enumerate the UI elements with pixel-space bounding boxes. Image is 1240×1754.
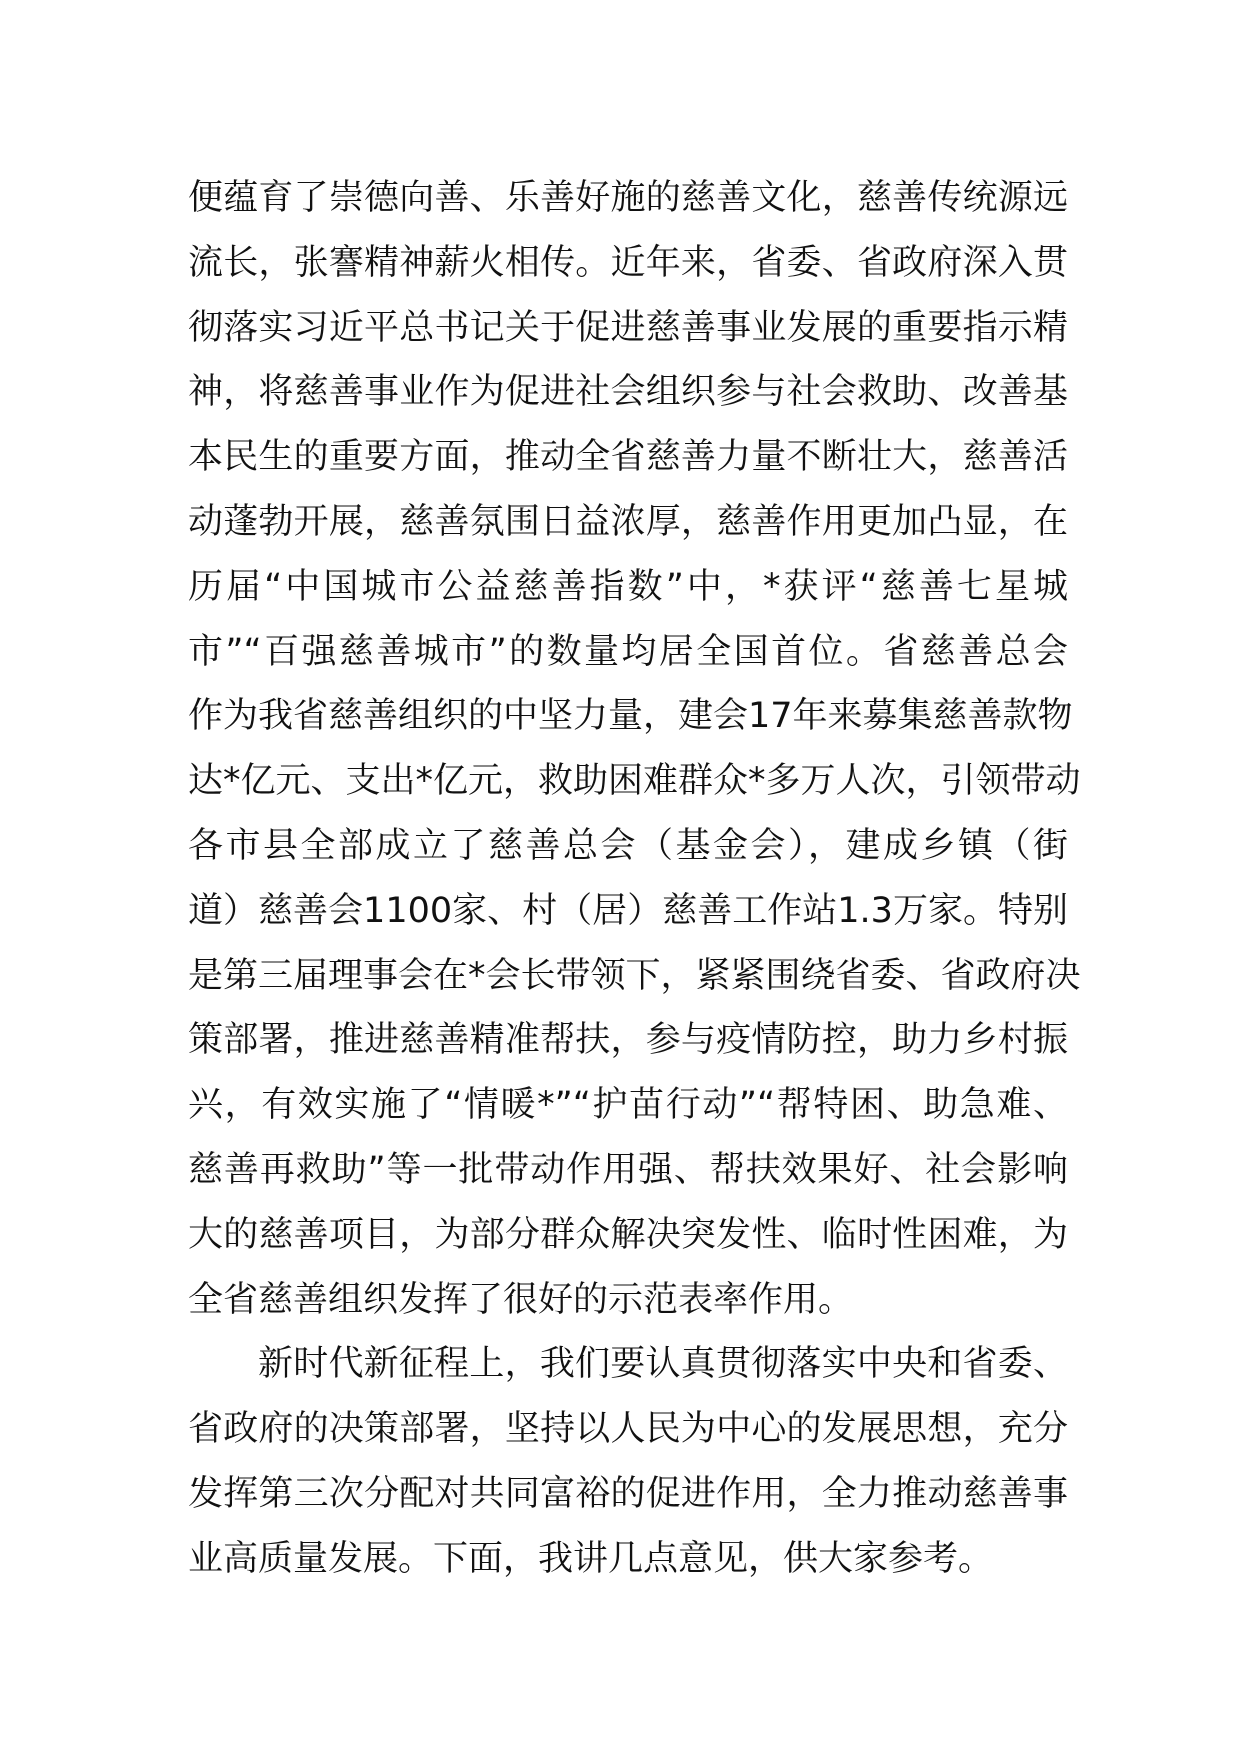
paragraph-line: 流长，张謇精神薪火相传。近年来，省委、省政府深入贯 — [188, 242, 1068, 283]
paragraph-line: 本民生的重要方面，推动全省慈善力量不断壮大，慈善活 — [188, 437, 1068, 478]
paragraph-line: 策部署，推进慈善精准帮扶，参与疫情防控，助力乡村振 — [188, 1020, 1068, 1061]
paragraph-line: 慈善再救助”等一批带动作用强、帮扶效果好、社会影响 — [188, 1149, 1068, 1190]
paragraph-line: 便蕴育了崇德向善、乐善好施的慈善文化，慈善传统源远 — [188, 178, 1068, 218]
paragraph-line: 业高质量发展。下面，我讲几点意见，供大家参考。 — [188, 1538, 994, 1579]
paragraph-line: 作为我省慈善组织的中坚力量，建会17年来募集慈善款物 — [188, 696, 1073, 737]
paragraph-line: 是第三届理事会在*会长带领下，紧紧围绕省委、省政府决 — [188, 955, 1081, 996]
paragraph-line: 市”“百强慈善城市”的数量均居全国首位。省慈善总会 — [188, 631, 1068, 672]
paragraph-line: 彻落实习近平总书记关于促进慈善事业发展的重要指示精 — [188, 307, 1068, 348]
paragraph-line: 大的慈善项目，为部分群众解决突发性、临时性困难，为 — [188, 1214, 1068, 1255]
paragraph-line: 发挥第三次分配对共同富裕的促进作用，全力推动慈善事 — [188, 1473, 1068, 1514]
paragraph-line: 道）慈善会1100家、村（居）慈善工作站1.3万家。特别 — [188, 890, 1068, 931]
paragraph-2 — [188, 1332, 1068, 1591]
paragraph-line: 省政府的决策部署，坚持以人民为中心的发展思想，充分 — [188, 1409, 1068, 1450]
paragraph-line: 兴，有效实施了“情暖*”“护苗行动”“帮特困、助急难、 — [188, 1085, 1068, 1126]
paragraph-line: 全省慈善组织发挥了很好的示范表率作用。 — [188, 1279, 854, 1320]
paragraph-line: 神，将慈善事业作为促进社会组织参与社会救助、改善基 — [188, 372, 1068, 413]
paragraph-line: 历届“中国城市公益慈善指数”中，*获评“慈善七星城 — [188, 566, 1068, 607]
paragraph-1 — [188, 166, 1081, 1332]
paragraph-line: 新时代新征程上，我们要认真贯彻落实中央和省委、 — [258, 1344, 1068, 1385]
paragraph-line: 达*亿元、支出*亿元，救助困难群众*多万人次，引领带动 — [188, 761, 1081, 802]
document-body — [188, 166, 1081, 1592]
paragraph-line: 动蓬勃开展，慈善氛围日益浓厚，慈善作用更加凸显，在 — [188, 501, 1068, 542]
paragraph-line: 各市县全部成立了慈善总会（基金会），建成乡镇（街 — [188, 825, 1068, 866]
